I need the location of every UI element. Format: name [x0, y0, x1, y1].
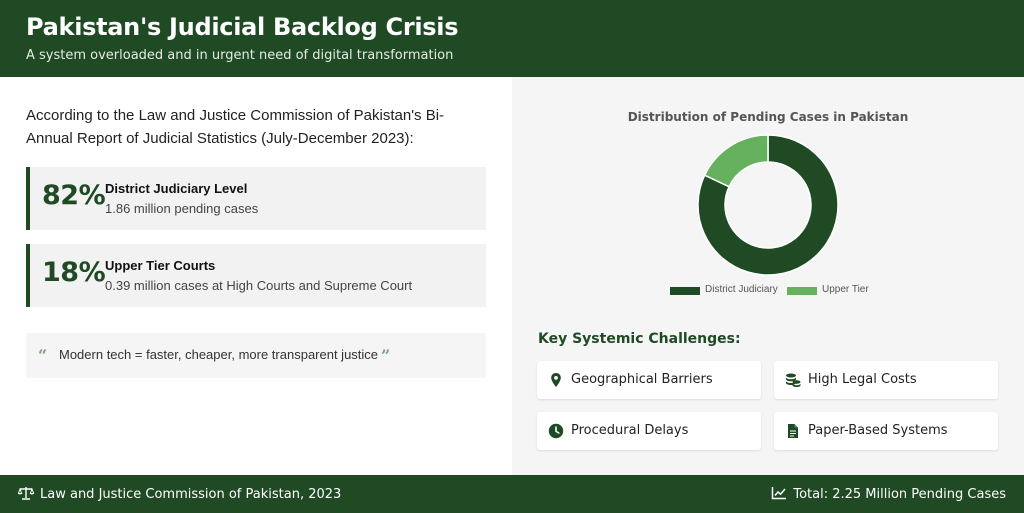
challenge-label: Geographical Barriers — [571, 372, 713, 387]
page-title: Pakistan's Judicial Backlog Crisis — [26, 13, 459, 41]
challenge-card-procedural-delays — [537, 412, 761, 450]
intro-text: According to the Law and Justice Commission of Pakistan's Bi-Annual Report of Judicial Statistics (July-December 2023): — [26, 107, 445, 147]
page-header — [0, 0, 1024, 77]
legend-swatch-upper-tier — [787, 287, 817, 295]
challenge-card-paper-based — [774, 412, 998, 450]
map-marker-icon — [548, 372, 564, 388]
challenge-label: Paper-Based Systems — [808, 423, 948, 438]
challenge-label: High Legal Costs — [808, 372, 917, 387]
stat-title: District Judiciary Level — [105, 181, 248, 196]
legend-label-district: District Judiciary — [705, 284, 778, 295]
challenge-label: Procedural Delays — [571, 423, 689, 438]
challenges-title: Key Systemic Challenges: — [538, 331, 741, 347]
right-panel — [512, 77, 1024, 475]
stat-card-district — [26, 167, 486, 230]
chart-title: Distribution of Pending Cases in Pakistan — [627, 110, 909, 124]
challenge-card-geographical — [537, 361, 761, 399]
donut-slice-upper-tier[interactable] — [705, 135, 768, 187]
stat-title: Upper Tier Courts — [105, 258, 216, 273]
quote-text: Modern tech = faster, cheaper, more transparent justice — [59, 347, 379, 362]
footer-total — [771, 486, 1006, 502]
legend-label-upper-tier: Upper Tier — [822, 284, 869, 295]
line-chart-icon — [771, 486, 787, 500]
stat-description: 0.39 million cases at High Courts and Supreme Court — [105, 278, 413, 293]
challenge-card-legal-costs — [774, 361, 998, 399]
legend-swatch-district — [670, 287, 700, 295]
page-footer — [0, 475, 1024, 513]
coins-icon — [785, 372, 801, 388]
quote-box — [26, 333, 486, 378]
left-panel — [0, 77, 512, 475]
clock-icon — [548, 423, 564, 439]
stat-percent: 82% — [42, 180, 106, 211]
quote-close-icon: ” — [381, 346, 391, 365]
page-subtitle: A system overloaded and in urgent need of digital transformation — [26, 48, 454, 63]
quote-open-icon: “ — [38, 346, 48, 365]
document-icon — [785, 423, 801, 439]
stat-percent: 18% — [42, 257, 106, 288]
footer-total-text: Total: 2.25 Million Pending Cases — [793, 487, 1006, 502]
footer-source — [18, 486, 341, 502]
stat-description: 1.86 million pending cases — [105, 201, 259, 216]
donut-chart — [697, 134, 839, 276]
footer-source-text: Law and Justice Commission of Pakistan, 2023 — [40, 487, 342, 502]
scale-balance-icon — [18, 486, 34, 500]
stat-card-upper-tier — [26, 244, 486, 307]
